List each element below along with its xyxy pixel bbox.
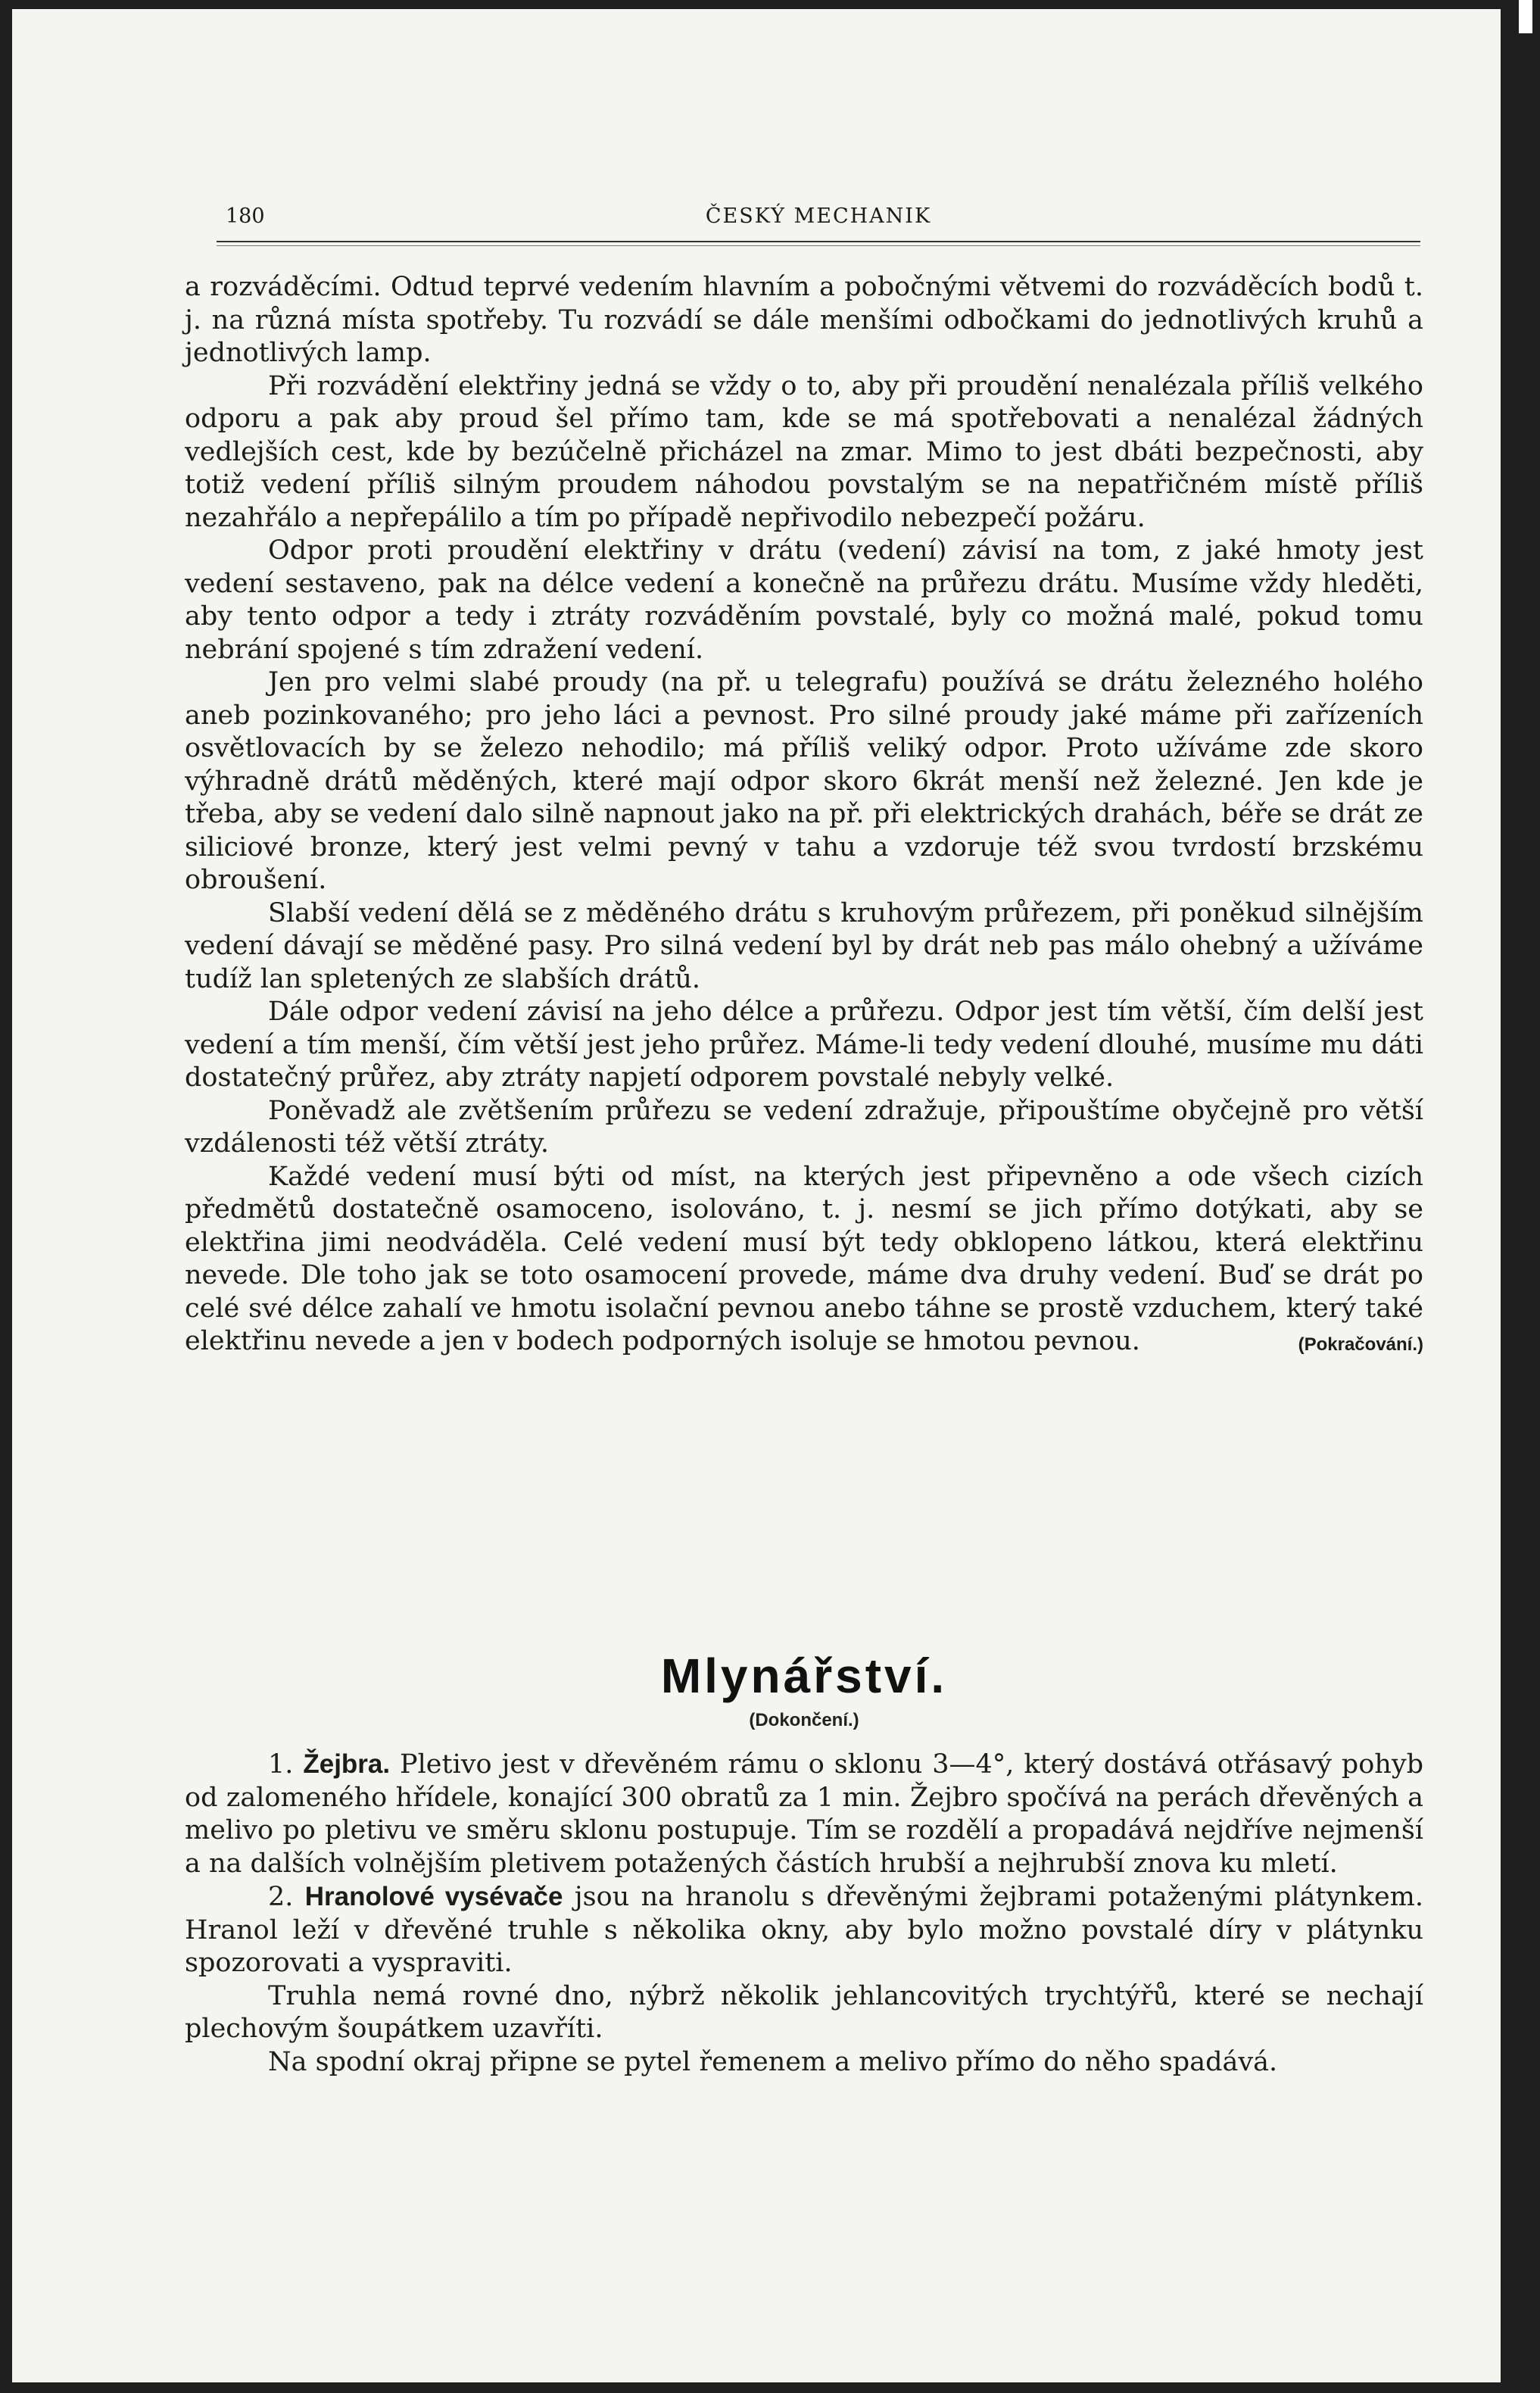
- paragraph: Na spodní okraj připne se pytel řemenem a melivo přímo do něho spadává.: [268, 2046, 1278, 2077]
- paragraph: Jen pro velmi slabé proudy (na př. u telegrafu) používá se drátu železného holého aneb pozinkovaného; pro jeho láci a pevnost. Pro silné proudy jaké máme při zařízeních osvětlovacích by se železo nehodilo; má příliš veliký odpor. Proto užíváme zde skoro výhradně drátů měděných, které mají odpor skoro 6krát menší než železné. Jen kde je třeba, aby se vedení dalo silně napnout jako na př. při elektrických drahách, béře se drát ze siliciové bronze, který jest velmi pevný v tahu a vzdoruje též svou tvrdostí brzskému obroušení.: [185, 667, 1423, 895]
- section-title: Mlynářství.: [660, 1649, 948, 1703]
- paragraph: Každé vedení musí býti od míst, na kterých jest připevněno a ode všech cizích předmětů dostatečně osamoceno, isolováno, t. j. nesmí se jich přímo dotýkati, aby se elektřina jimi neodváděla. Celé vedení musí být tedy obklopeno látkou, která elektřinu nevede. Dle toho jak se toto osamocení provede, máme dva druhy vedení. Buď se drát po celé své délce zahalí ve hmotu isolační pevnou anebo táhne se prostě vzduchem, který také elektřinu nevede a jen v bodech podporných isoluje se hmotou pevnou.: [185, 1161, 1423, 1356]
- article-electric-wiring: [185, 271, 1423, 1362]
- item-text: jsou na hranolu s dřevěnými žejbrami potaženými plátynkem. Hranol leží v dřevěné truhle s několika okny, aby bylo možno povstalé díry v plátynku spozorovati a vyspraviti.: [185, 1882, 1423, 1978]
- header-rule: [217, 241, 1420, 242]
- paragraph: a rozváděcími. Odtud teprvé vedením hlavním a pobočnými větvemi do rozváděcích bodů t. j. na různá místa spotřeby. Tu rozvádí se dále menšími odbočkami do jednotlivých kruhů a jednotlivých lamp.: [185, 272, 1423, 368]
- paragraph: Poněvadž ale zvětšením průřezu se vedení zdražuje, připouštíme obyčejně pro větší vzdálenosti též větší ztráty.: [185, 1095, 1423, 1159]
- item-text: Pletivo jest v dřevěném rámu o sklonu 3—4°, který dostává otřásavý pohyb od zalomeného hřídele, konající 300 obratů za 1 min. Žejbro spočívá na perách dřevěných a melivo po pletivu ve směru sklonu postupuje. Tím se rozdělí a propadává nejdříve nejmenší a na dalších volnějším pletivem potažených částích hrubší a nejhrubší znova ku mletí.: [185, 1749, 1423, 1879]
- article-milling: [185, 1748, 1423, 2079]
- page: [12, 9, 1501, 2382]
- section-subtitle: (Dokončení.): [749, 1710, 859, 1730]
- item-number: 2.: [268, 1882, 305, 1912]
- paragraph: Při rozvádění elektřiny jedná se vždy o to, aby při proudění nenalézala příliš velkého odporu a pak aby proud šel přímo tam, kde se má spotřebovati a nenalézal žádných vedlejších cest, kde by bezúčelně přicházel na zmar. Mimo to jest dbáti bezpečnosti, aby totiž vedení příliš silným proudem náhodou povstalým se na nepatřičném místě příliš nezahřálo a nepřepálilo a tím po případě nepřivodilo nebezpečí požáru.: [185, 370, 1423, 533]
- item-term: Žejbra.: [303, 1749, 391, 1779]
- item-term: Hranolové vysévače: [304, 1882, 563, 1911]
- running-title: ČESKÝ MECHANIK: [705, 204, 932, 228]
- paragraph: Truhla nemá rovné dno, nýbrž několik jehlancovitých trychtýřů, které se nechají plechovým šoupátkem uzavříti.: [185, 1980, 1423, 2044]
- page-edge-marker: [1519, 0, 1532, 33]
- page-header: [217, 200, 1420, 230]
- paragraph: Slabší vedení dělá se z měděného drátu s kruhovým průřezem, při poněkud silnějším vedení dávají se měděné pasy. Pro silná vedení byl by drát neb pas málo ohebný a užíváme tudíž lan spletených ze slabších drátů.: [185, 897, 1423, 994]
- numbered-item: [185, 1880, 1423, 1980]
- paragraph: Dále odpor vedení závisí na jeho délce a průřezu. Odpor jest tím větší, čím delší jest vedení a tím menší, čím větší jest jeho průřez. Máme-li tedy vedení dlouhé, musíme mu dáti dostatečný průřez, aby ztráty napjetí odporem povstalé nebyly velké.: [185, 997, 1423, 1093]
- numbered-item: [185, 1748, 1423, 1880]
- paragraph: Odpor proti proudění elektřiny v drátu (vedení) závisí na tom, z jaké hmoty jest vedení sestaveno, pak na délce vedení a konečně na průřezu drátu. Musíme vždy hleděti, aby tento odpor a tedy i ztráty rozváděním povstalé, byly co možná malé, pokud tomu nebrání spojené s tím zdražení vedení.: [185, 535, 1423, 665]
- header-rule-thin: [217, 245, 1420, 246]
- continuation-note: (Pokračování.): [1298, 1334, 1423, 1355]
- page-number: 180: [226, 204, 265, 228]
- paragraph-with-continuation: [185, 1161, 1423, 1359]
- item-number: 1.: [268, 1749, 304, 1780]
